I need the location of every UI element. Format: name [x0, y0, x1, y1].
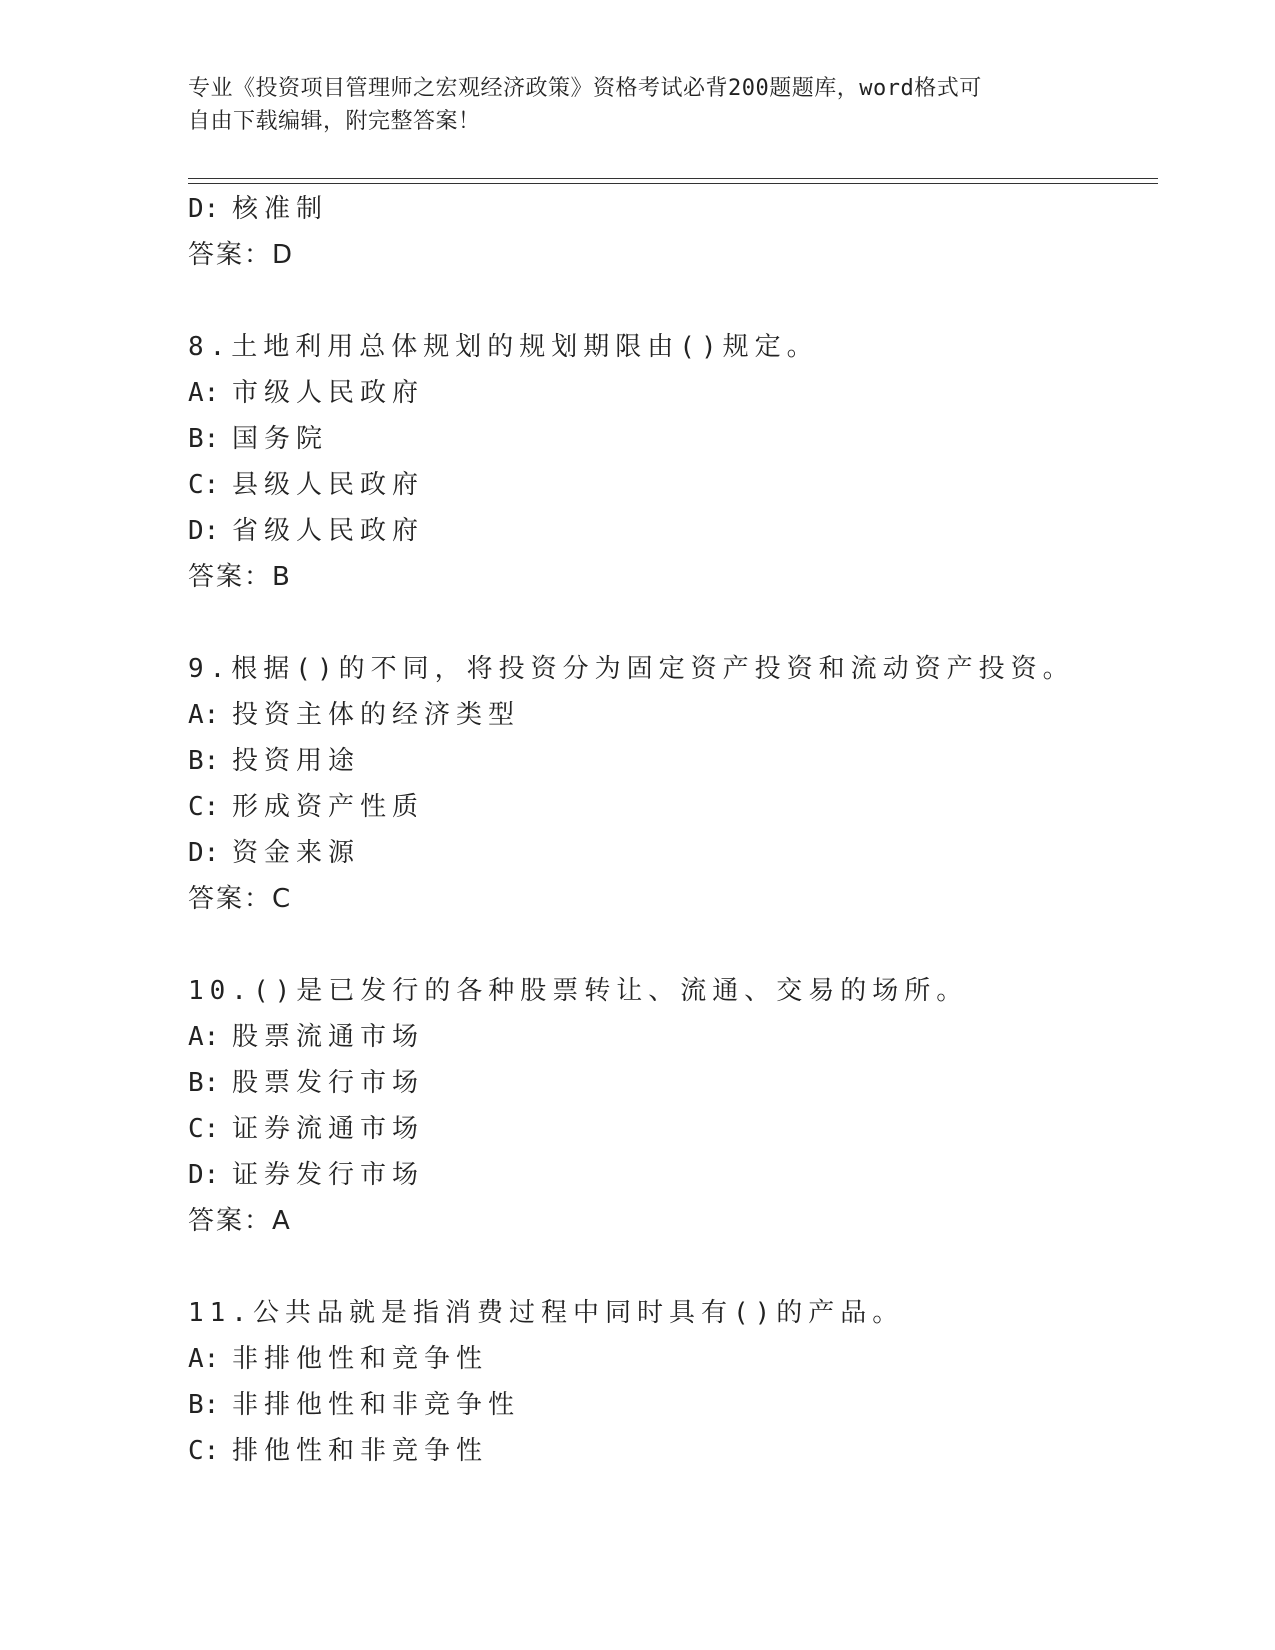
- option-text: 排他性和非竞争性: [232, 1436, 489, 1466]
- question-list: [188, 186, 1158, 1474]
- question-stem: 8.土地利用总体规划的规划期限由()规定。: [188, 332, 819, 362]
- option-text: 股票流通市场: [232, 1022, 425, 1052]
- question-stem: 10.()是已发行的各种股票转让、流通、交易的场所。: [188, 976, 969, 1006]
- answer-line: 答案：A: [188, 1206, 292, 1236]
- option-key: C:: [188, 792, 220, 822]
- option-text: 投资用途: [232, 746, 361, 776]
- option-row: [188, 416, 1158, 462]
- spacer: [188, 922, 1158, 968]
- option-text: 股票发行市场: [232, 1068, 425, 1098]
- option-row: [188, 738, 1158, 784]
- option-text: 非排他性和非竞争性: [232, 1390, 521, 1420]
- option-row: [188, 1152, 1158, 1198]
- spacer: [188, 600, 1158, 646]
- option-row: [188, 508, 1158, 554]
- option-text: 证券流通市场: [232, 1114, 425, 1144]
- option-text: 核准制: [232, 194, 329, 224]
- option-key: A:: [188, 378, 220, 408]
- option-key: A:: [188, 1022, 220, 1052]
- option-row: [188, 784, 1158, 830]
- question-stem: 9.根据()的不同，将投资分为固定资产投资和流动资产投资。: [188, 654, 1075, 684]
- spacer: [188, 1244, 1158, 1290]
- option-key: A:: [188, 1344, 220, 1374]
- option-row: [188, 1014, 1158, 1060]
- option-key: B:: [188, 1068, 220, 1098]
- option-row: [188, 830, 1158, 876]
- option-text: 投资主体的经济类型: [232, 700, 521, 730]
- option-row: [188, 1428, 1158, 1474]
- option-row: [188, 1336, 1158, 1382]
- option-key: D:: [188, 194, 220, 224]
- option-key: D:: [188, 838, 220, 868]
- option-key: D:: [188, 516, 220, 546]
- option-key: B:: [188, 746, 220, 776]
- option-key: D:: [188, 1160, 220, 1190]
- option-text: 证券发行市场: [232, 1160, 425, 1190]
- header-title-line-2: 自由下载编辑，附完整答案！: [188, 109, 481, 134]
- option-row: [188, 370, 1158, 416]
- option-row: [188, 692, 1158, 738]
- option-key: B:: [188, 1390, 220, 1420]
- option-text: 县级人民政府: [232, 470, 425, 500]
- answer-line: 答案：C: [188, 884, 293, 914]
- option-text: 省级人民政府: [232, 516, 425, 546]
- option-row: [188, 462, 1158, 508]
- option-text: 国务院: [232, 424, 329, 454]
- document-header: [188, 72, 1088, 138]
- option-row: [188, 186, 1158, 232]
- question-stem: 11.公共品就是指消费过程中同时具有()的产品。: [188, 1298, 905, 1328]
- header-divider: [188, 178, 1158, 184]
- answer-line: 答案：D: [188, 240, 295, 270]
- spacer: [188, 278, 1158, 324]
- option-row: [188, 1106, 1158, 1152]
- header-title-line-1: 专业《投资项目管理师之宏观经济政策》资格考试必背200题题库，word格式可: [188, 76, 982, 101]
- option-row: [188, 1382, 1158, 1428]
- option-text: 非排他性和竞争性: [232, 1344, 489, 1374]
- answer-line: 答案：B: [188, 562, 292, 592]
- option-key: C:: [188, 1436, 220, 1466]
- option-key: C:: [188, 1114, 220, 1144]
- option-text: 市级人民政府: [232, 378, 425, 408]
- option-text: 形成资产性质: [232, 792, 425, 822]
- option-key: A:: [188, 700, 220, 730]
- option-key: B:: [188, 424, 220, 454]
- option-text: 资金来源: [232, 838, 361, 868]
- option-row: [188, 1060, 1158, 1106]
- option-key: C:: [188, 470, 220, 500]
